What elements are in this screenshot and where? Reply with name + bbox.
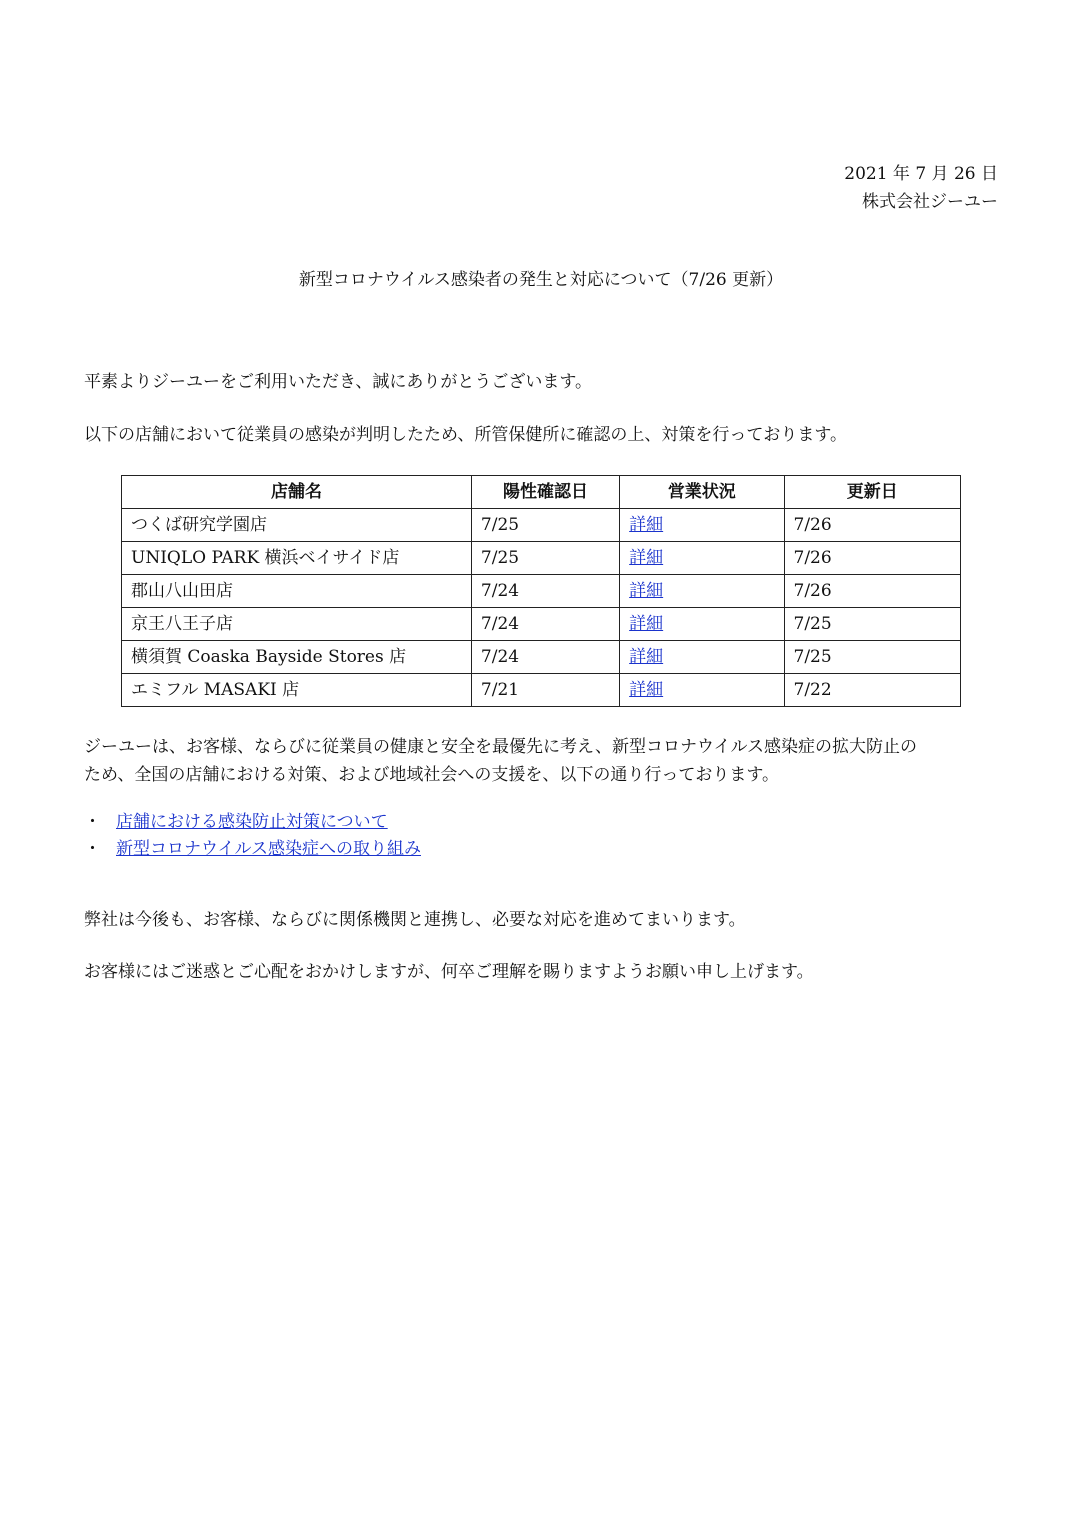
positive-date-cell: 7/21 — [471, 674, 619, 707]
company-name: 株式会社ジーユー — [862, 192, 998, 212]
updated-date-cell: 7/26 — [784, 542, 961, 575]
store-name-cell: 横須賀 Coaska Bayside Stores 店 — [122, 641, 472, 674]
details-link[interactable]: 詳細 — [629, 614, 664, 634]
date-block — [844, 160, 998, 216]
store-name-cell: 郡山八山田店 — [122, 575, 472, 608]
updated-date-cell: 7/26 — [784, 509, 961, 542]
policy-line: ため、全国の店舗における対策、および地域社会への支援を、以下の通り行っております。 — [84, 765, 779, 785]
table-row — [122, 542, 961, 575]
details-link[interactable]: 詳細 — [629, 548, 664, 568]
updated-date-cell: 7/26 — [784, 575, 961, 608]
updated-date-cell: 7/25 — [784, 641, 961, 674]
status-cell — [620, 509, 784, 542]
positive-date-cell: 7/24 — [471, 608, 619, 641]
details-link[interactable]: 詳細 — [629, 647, 664, 667]
header-store-name: 店舗名 — [122, 476, 472, 509]
store-name-cell: つくば研究学園店 — [122, 509, 472, 542]
list-item — [84, 836, 421, 863]
table-row — [122, 608, 961, 641]
covid-initiatives-link[interactable]: 新型コロナウイルス感染症への取り組み — [116, 839, 421, 859]
issue-date: 2021 年 7 月 26 日 — [844, 164, 998, 184]
details-link[interactable]: 詳細 — [629, 680, 664, 700]
table-row — [122, 674, 961, 707]
store-name-cell: 京王八王子店 — [122, 608, 472, 641]
list-item — [84, 809, 421, 836]
bullet-icon: ・ — [84, 839, 101, 859]
status-cell — [620, 641, 784, 674]
infection-prevention-link[interactable]: 店舗における感染防止対策について — [116, 812, 388, 832]
positive-date-cell: 7/24 — [471, 641, 619, 674]
related-links-list — [84, 809, 421, 863]
updated-date-cell: 7/22 — [784, 674, 961, 707]
positive-date-cell: 7/25 — [471, 509, 619, 542]
table-header-row — [122, 476, 961, 509]
intro-paragraph: 以下の店舗において従業員の感染が判明したため、所管保健所に確認の上、対策を行っております。 — [84, 425, 847, 445]
status-cell — [620, 674, 784, 707]
apology-paragraph: お客様にはご迷惑とご心配をおかけしますが、何卒ご理解を賜りますようお願い申し上げます。 — [84, 962, 814, 982]
header-updated-date: 更新日 — [784, 476, 961, 509]
closing-paragraph: 弊社は今後も、お客様、ならびに関係機関と連携し、必要な対応を進めてまいります。 — [84, 910, 746, 930]
store-name-cell: UNIQLO PARK 横浜ベイサイド店 — [122, 542, 472, 575]
table-row — [122, 641, 961, 674]
details-link[interactable]: 詳細 — [629, 515, 664, 535]
status-cell — [620, 542, 784, 575]
updated-date-cell: 7/25 — [784, 608, 961, 641]
positive-date-cell: 7/24 — [471, 575, 619, 608]
document-title: 新型コロナウイルス感染者の発生と対応について（7/26 更新） — [298, 270, 784, 290]
greeting-paragraph: 平素よりジーユーをご利用いただき、誠にありがとうございます。 — [84, 372, 592, 392]
header-positive-date: 陽性確認日 — [471, 476, 619, 509]
table-row — [122, 575, 961, 608]
status-cell — [620, 608, 784, 641]
bullet-icon: ・ — [84, 812, 101, 832]
policy-line: ジーユーは、お客様、ならびに従業員の健康と安全を最優先に考え、新型コロナウイルス感染症の拡大防止の — [84, 737, 917, 757]
store-name-cell: エミフル MASAKI 店 — [122, 674, 472, 707]
status-cell — [620, 575, 784, 608]
header-operation-status: 営業状況 — [620, 476, 784, 509]
policy-paragraph — [84, 733, 1004, 789]
table-row — [122, 509, 961, 542]
details-link[interactable]: 詳細 — [629, 581, 664, 601]
store-table — [121, 475, 961, 707]
positive-date-cell: 7/25 — [471, 542, 619, 575]
